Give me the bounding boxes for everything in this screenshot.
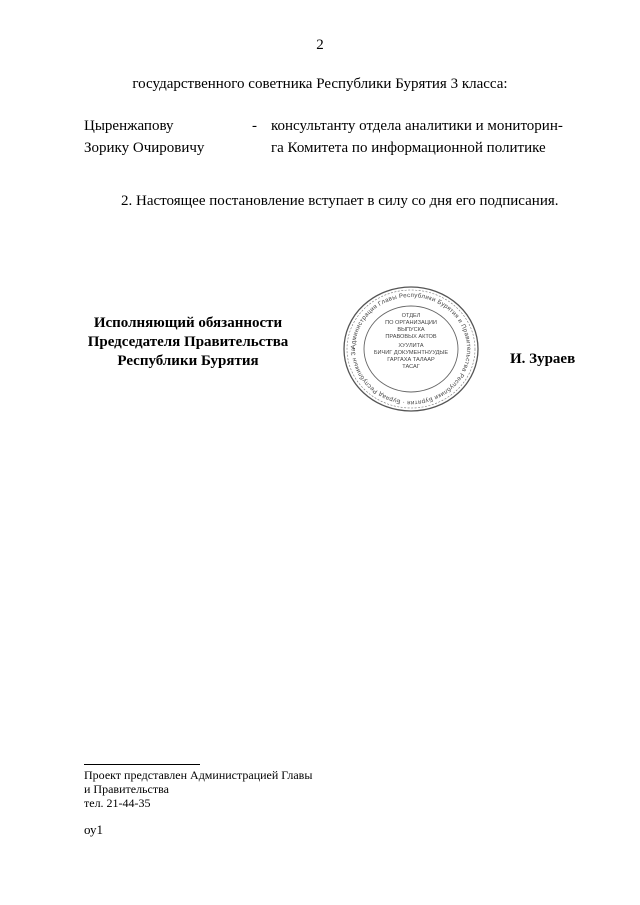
appointee-given-names: Зорику Очировичу xyxy=(84,140,205,156)
signatory-title-line3: Республики Бурятия xyxy=(117,353,259,369)
official-seal xyxy=(341,284,481,414)
seal-center-line: ПРАВОВЫХ АКТОВ xyxy=(385,334,437,340)
clause-2: 2. Настоящее постановление вступает в силу со дня его подписания. xyxy=(121,193,559,209)
footer-phone: тел. 21-44-35 xyxy=(84,796,151,810)
footer-line2: и Правительства xyxy=(84,782,169,796)
document-code: оу1 xyxy=(84,822,104,837)
footer-line1: Проект представлен Администрацией Главы xyxy=(84,768,313,782)
seal-center-line: ОТДЕЛ xyxy=(401,313,421,319)
signatory-title-line1: Исполняющий обязанности xyxy=(93,315,283,331)
signatory-title-line2: Председателя Правительства xyxy=(87,334,289,350)
signatory-name: И. Зураев xyxy=(510,351,576,367)
seal-center-line: ВЫПУСКА xyxy=(397,327,425,333)
seal-center-line: ТАСАГ xyxy=(402,364,420,370)
signatory-title xyxy=(68,314,308,371)
seal-ring-text: Администрация Главы Республики Бурятия и Правительства Республики Бурятия · Буряад Республикын За xyxy=(349,291,473,407)
appointment-position-line2: га Комитета по информационной политике xyxy=(271,140,546,156)
page-number: 2 xyxy=(316,37,324,53)
seal-center-line: ПО ОРГАНИЗАЦИИ xyxy=(385,320,437,326)
footer-rule xyxy=(84,764,200,765)
seal-center-line: ГАРГАХА ТАЛААР xyxy=(387,357,435,363)
seal-center-line: БИЧИГ ДОКУМЕНТНУУДЫЕ xyxy=(373,350,449,356)
appointment-dash: - xyxy=(252,118,257,134)
seal-center-line: ХУУЛИТА xyxy=(398,343,424,349)
appointment-position-line1: консультанту отдела аналитики и мониторин- xyxy=(271,118,563,134)
intro-line: государственного советника Республики Бурятия 3 класса: xyxy=(132,76,508,92)
appointee-surname: Цыренжапову xyxy=(84,118,174,134)
